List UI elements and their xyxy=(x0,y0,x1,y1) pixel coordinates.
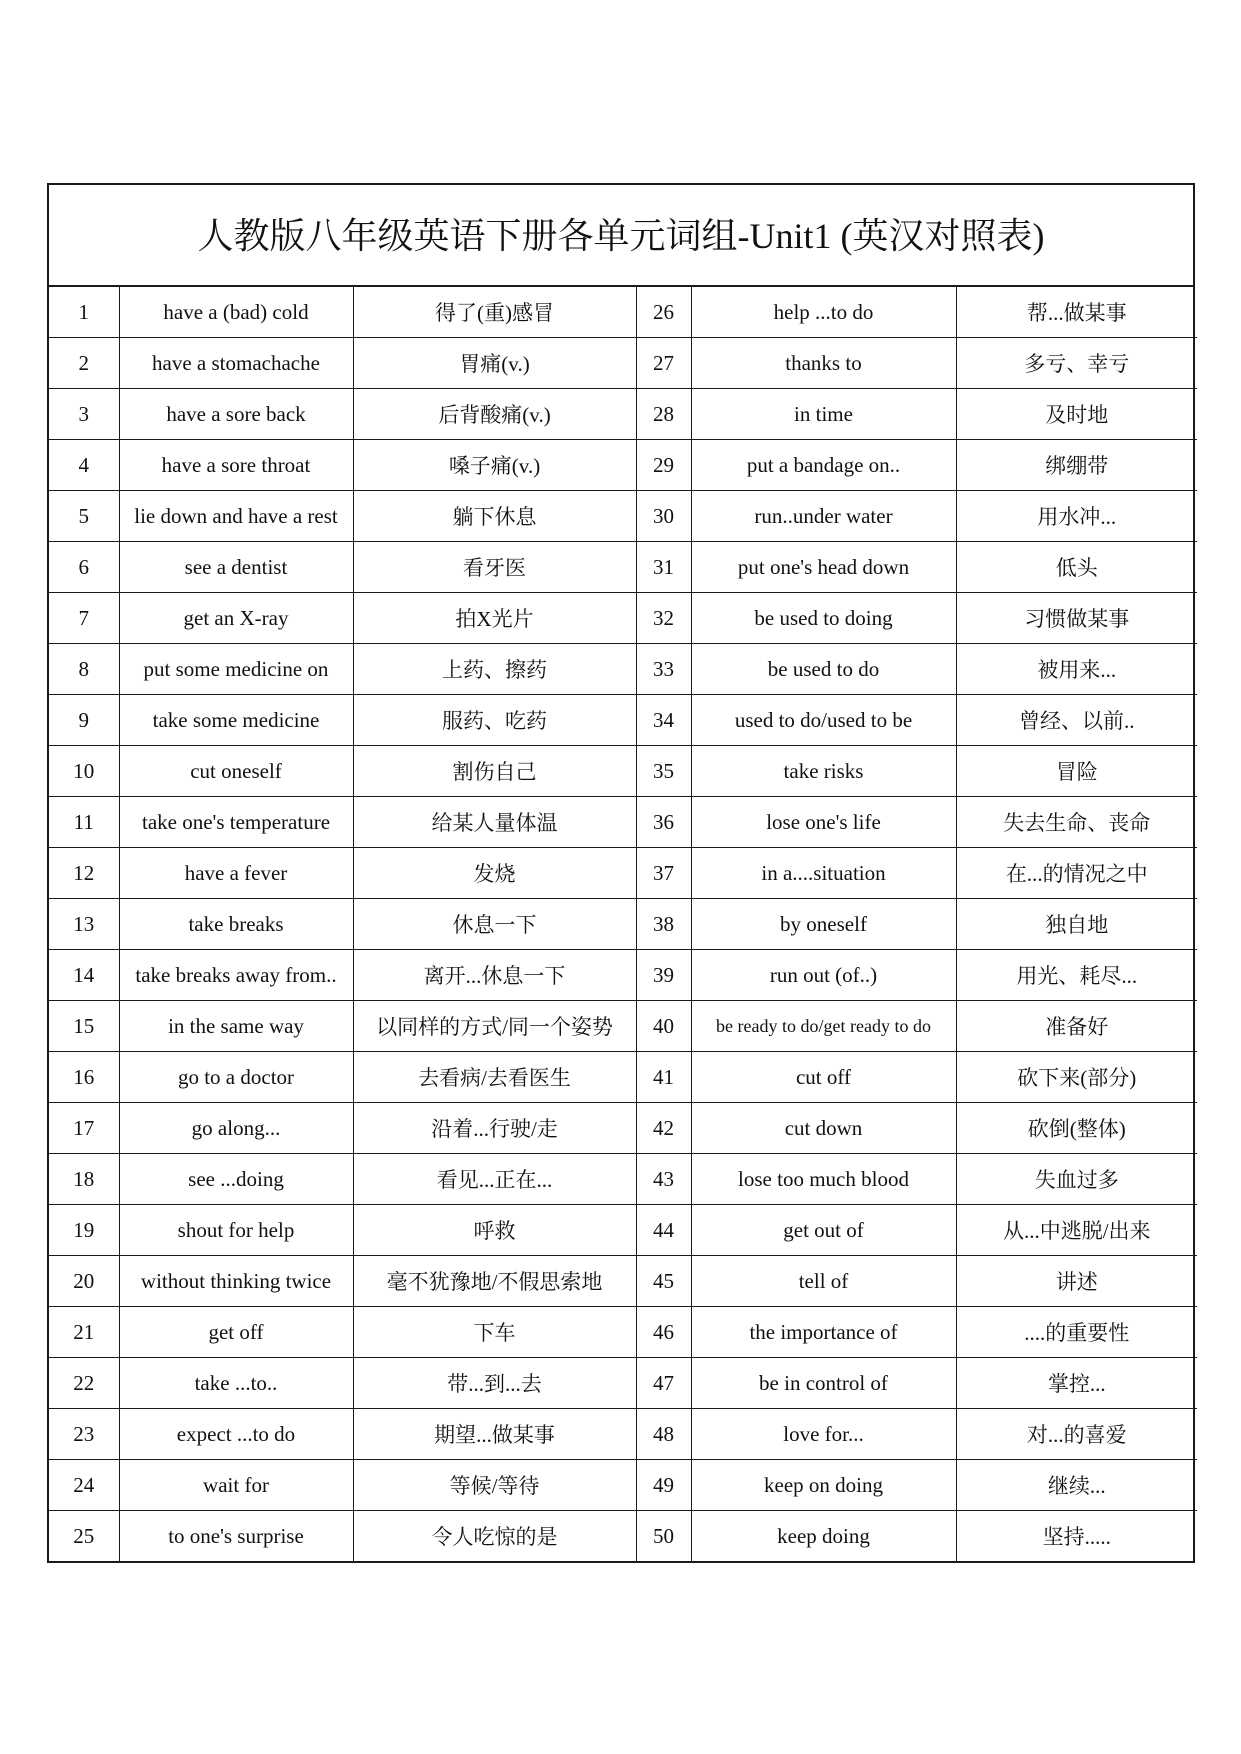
english-phrase-right: lose too much blood xyxy=(691,1154,956,1205)
english-phrase-left: expect ...to do xyxy=(119,1409,353,1460)
chinese-meaning-right: 砍倒(整体) xyxy=(956,1103,1197,1154)
chinese-meaning-left: 期望...做某事 xyxy=(353,1409,636,1460)
table-row xyxy=(49,1103,1197,1154)
english-phrase-right: put one's head down xyxy=(691,542,956,593)
table-row xyxy=(49,950,1197,1001)
english-phrase-right: be used to doing xyxy=(691,593,956,644)
english-phrase-left: go to a doctor xyxy=(119,1052,353,1103)
english-phrase-left: have a (bad) cold xyxy=(119,287,353,338)
table-row xyxy=(49,848,1197,899)
english-phrase-right: run out (of..) xyxy=(691,950,956,1001)
chinese-meaning-left: 以同样的方式/同一个姿势 xyxy=(353,1001,636,1052)
row-number-left: 19 xyxy=(49,1205,119,1256)
table-row xyxy=(49,287,1197,338)
row-number-right: 42 xyxy=(636,1103,691,1154)
row-number-right: 28 xyxy=(636,389,691,440)
row-number-left: 10 xyxy=(49,746,119,797)
row-number-right: 26 xyxy=(636,287,691,338)
row-number-left: 16 xyxy=(49,1052,119,1103)
chinese-meaning-right: 冒险 xyxy=(956,746,1197,797)
row-number-right: 49 xyxy=(636,1460,691,1511)
row-number-left: 21 xyxy=(49,1307,119,1358)
chinese-meaning-left: 上药、擦药 xyxy=(353,644,636,695)
row-number-right: 43 xyxy=(636,1154,691,1205)
table-row xyxy=(49,1001,1197,1052)
chinese-meaning-left: 带...到...去 xyxy=(353,1358,636,1409)
table-row xyxy=(49,338,1197,389)
english-phrase-right: be ready to do/get ready to do xyxy=(691,1001,956,1052)
row-number-left: 20 xyxy=(49,1256,119,1307)
english-phrase-right: cut down xyxy=(691,1103,956,1154)
row-number-right: 39 xyxy=(636,950,691,1001)
english-phrase-left: to one's surprise xyxy=(119,1511,353,1562)
row-number-left: 7 xyxy=(49,593,119,644)
row-number-left: 11 xyxy=(49,797,119,848)
table-row xyxy=(49,1358,1197,1409)
english-phrase-left: have a fever xyxy=(119,848,353,899)
chinese-meaning-left: 给某人量体温 xyxy=(353,797,636,848)
row-number-left: 15 xyxy=(49,1001,119,1052)
english-phrase-right: by oneself xyxy=(691,899,956,950)
english-phrase-left: take ...to.. xyxy=(119,1358,353,1409)
chinese-meaning-left: 拍X光片 xyxy=(353,593,636,644)
chinese-meaning-right: 绑绷带 xyxy=(956,440,1197,491)
row-number-right: 37 xyxy=(636,848,691,899)
chinese-meaning-right: 砍下来(部分) xyxy=(956,1052,1197,1103)
chinese-meaning-right: 曾经、以前.. xyxy=(956,695,1197,746)
row-number-right: 32 xyxy=(636,593,691,644)
chinese-meaning-right: 继续... xyxy=(956,1460,1197,1511)
chinese-meaning-right: 对...的喜爱 xyxy=(956,1409,1197,1460)
chinese-meaning-left: 沿着...行驶/走 xyxy=(353,1103,636,1154)
row-number-left: 9 xyxy=(49,695,119,746)
table-row xyxy=(49,1256,1197,1307)
row-number-left: 6 xyxy=(49,542,119,593)
row-number-right: 40 xyxy=(636,1001,691,1052)
table-row xyxy=(49,440,1197,491)
table-row xyxy=(49,797,1197,848)
english-phrase-right: thanks to xyxy=(691,338,956,389)
english-phrase-right: used to do/used to be xyxy=(691,695,956,746)
english-phrase-right: the importance of xyxy=(691,1307,956,1358)
row-number-left: 13 xyxy=(49,899,119,950)
table-row xyxy=(49,1511,1197,1562)
row-number-right: 36 xyxy=(636,797,691,848)
chinese-meaning-right: 从...中逃脱/出来 xyxy=(956,1205,1197,1256)
row-number-right: 34 xyxy=(636,695,691,746)
chinese-meaning-right: 准备好 xyxy=(956,1001,1197,1052)
chinese-meaning-left: 发烧 xyxy=(353,848,636,899)
english-phrase-right: lose one's life xyxy=(691,797,956,848)
table-row xyxy=(49,1409,1197,1460)
chinese-meaning-right: 掌控... xyxy=(956,1358,1197,1409)
table-row xyxy=(49,644,1197,695)
english-phrase-left: have a sore throat xyxy=(119,440,353,491)
chinese-meaning-left: 休息一下 xyxy=(353,899,636,950)
row-number-right: 45 xyxy=(636,1256,691,1307)
chinese-meaning-right: 多亏、幸亏 xyxy=(956,338,1197,389)
row-number-left: 17 xyxy=(49,1103,119,1154)
table-row xyxy=(49,899,1197,950)
phrase-table-body xyxy=(49,287,1197,1561)
chinese-meaning-right: 失血过多 xyxy=(956,1154,1197,1205)
row-number-right: 38 xyxy=(636,899,691,950)
row-number-right: 41 xyxy=(636,1052,691,1103)
table-row xyxy=(49,1052,1197,1103)
row-number-right: 27 xyxy=(636,338,691,389)
table-row xyxy=(49,593,1197,644)
chinese-meaning-right: 在...的情况之中 xyxy=(956,848,1197,899)
english-phrase-left: cut oneself xyxy=(119,746,353,797)
english-phrase-left: wait for xyxy=(119,1460,353,1511)
chinese-meaning-right: 用水冲... xyxy=(956,491,1197,542)
row-number-left: 22 xyxy=(49,1358,119,1409)
row-number-left: 2 xyxy=(49,338,119,389)
chinese-meaning-left: 躺下休息 xyxy=(353,491,636,542)
english-phrase-right: keep on doing xyxy=(691,1460,956,1511)
row-number-right: 29 xyxy=(636,440,691,491)
row-number-right: 47 xyxy=(636,1358,691,1409)
chinese-meaning-right: 及时地 xyxy=(956,389,1197,440)
page-title: 人教版八年级英语下册各单元词组-Unit1 (英汉对照表) xyxy=(49,185,1193,287)
chinese-meaning-left: 后背酸痛(v.) xyxy=(353,389,636,440)
english-phrase-right: cut off xyxy=(691,1052,956,1103)
table-row xyxy=(49,1307,1197,1358)
row-number-left: 1 xyxy=(49,287,119,338)
chinese-meaning-right: 独自地 xyxy=(956,899,1197,950)
chinese-meaning-right: 帮...做某事 xyxy=(956,287,1197,338)
english-phrase-right: take risks xyxy=(691,746,956,797)
table-row xyxy=(49,1205,1197,1256)
english-phrase-right: be in control of xyxy=(691,1358,956,1409)
row-number-left: 4 xyxy=(49,440,119,491)
english-phrase-left: go along... xyxy=(119,1103,353,1154)
chinese-meaning-left: 看牙医 xyxy=(353,542,636,593)
chinese-meaning-left: 得了(重)感冒 xyxy=(353,287,636,338)
english-phrase-right: be used to do xyxy=(691,644,956,695)
english-phrase-left: without thinking twice xyxy=(119,1256,353,1307)
english-phrase-right: in time xyxy=(691,389,956,440)
phrase-table xyxy=(49,287,1197,1561)
table-row xyxy=(49,1460,1197,1511)
chinese-meaning-left: 令人吃惊的是 xyxy=(353,1511,636,1562)
row-number-right: 35 xyxy=(636,746,691,797)
row-number-left: 3 xyxy=(49,389,119,440)
table-row xyxy=(49,491,1197,542)
chinese-meaning-left: 呼救 xyxy=(353,1205,636,1256)
english-phrase-left: see a dentist xyxy=(119,542,353,593)
row-number-left: 14 xyxy=(49,950,119,1001)
row-number-right: 50 xyxy=(636,1511,691,1562)
english-phrase-left: see ...doing xyxy=(119,1154,353,1205)
english-phrase-left: have a stomachache xyxy=(119,338,353,389)
table-row xyxy=(49,695,1197,746)
phrase-table-sheet xyxy=(47,183,1195,1563)
row-number-left: 8 xyxy=(49,644,119,695)
row-number-right: 44 xyxy=(636,1205,691,1256)
chinese-meaning-right: 坚持..... xyxy=(956,1511,1197,1562)
row-number-left: 23 xyxy=(49,1409,119,1460)
english-phrase-right: in a....situation xyxy=(691,848,956,899)
chinese-meaning-left: 看见...正在... xyxy=(353,1154,636,1205)
chinese-meaning-left: 毫不犹豫地/不假思索地 xyxy=(353,1256,636,1307)
chinese-meaning-right: 讲述 xyxy=(956,1256,1197,1307)
row-number-left: 18 xyxy=(49,1154,119,1205)
english-phrase-left: take breaks away from.. xyxy=(119,950,353,1001)
chinese-meaning-left: 服药、吃药 xyxy=(353,695,636,746)
row-number-left: 5 xyxy=(49,491,119,542)
english-phrase-right: love for... xyxy=(691,1409,956,1460)
chinese-meaning-right: 被用来... xyxy=(956,644,1197,695)
english-phrase-right: tell of xyxy=(691,1256,956,1307)
chinese-meaning-right: 低头 xyxy=(956,542,1197,593)
chinese-meaning-right: 用光、耗尽... xyxy=(956,950,1197,1001)
chinese-meaning-left: 割伤自己 xyxy=(353,746,636,797)
english-phrase-right: get out of xyxy=(691,1205,956,1256)
chinese-meaning-right: 失去生命、丧命 xyxy=(956,797,1197,848)
english-phrase-left: in the same way xyxy=(119,1001,353,1052)
row-number-right: 31 xyxy=(636,542,691,593)
english-phrase-right: put a bandage on.. xyxy=(691,440,956,491)
table-row xyxy=(49,1154,1197,1205)
chinese-meaning-left: 去看病/去看医生 xyxy=(353,1052,636,1103)
english-phrase-left: lie down and have a rest xyxy=(119,491,353,542)
english-phrase-left: get an X-ray xyxy=(119,593,353,644)
row-number-left: 12 xyxy=(49,848,119,899)
row-number-right: 33 xyxy=(636,644,691,695)
english-phrase-left: take some medicine xyxy=(119,695,353,746)
row-number-left: 25 xyxy=(49,1511,119,1562)
chinese-meaning-left: 嗓子痛(v.) xyxy=(353,440,636,491)
chinese-meaning-left: 下车 xyxy=(353,1307,636,1358)
chinese-meaning-left: 离开...休息一下 xyxy=(353,950,636,1001)
english-phrase-left: get off xyxy=(119,1307,353,1358)
row-number-left: 24 xyxy=(49,1460,119,1511)
chinese-meaning-left: 等候/等待 xyxy=(353,1460,636,1511)
english-phrase-left: shout for help xyxy=(119,1205,353,1256)
row-number-right: 30 xyxy=(636,491,691,542)
english-phrase-right: keep doing xyxy=(691,1511,956,1562)
english-phrase-left: take one's temperature xyxy=(119,797,353,848)
row-number-right: 46 xyxy=(636,1307,691,1358)
english-phrase-left: put some medicine on xyxy=(119,644,353,695)
row-number-right: 48 xyxy=(636,1409,691,1460)
table-row xyxy=(49,389,1197,440)
english-phrase-right: help ...to do xyxy=(691,287,956,338)
table-row xyxy=(49,746,1197,797)
english-phrase-left: take breaks xyxy=(119,899,353,950)
chinese-meaning-right: 习惯做某事 xyxy=(956,593,1197,644)
chinese-meaning-right: ....的重要性 xyxy=(956,1307,1197,1358)
english-phrase-right: run..under water xyxy=(691,491,956,542)
table-row xyxy=(49,542,1197,593)
english-phrase-left: have a sore back xyxy=(119,389,353,440)
chinese-meaning-left: 胃痛(v.) xyxy=(353,338,636,389)
